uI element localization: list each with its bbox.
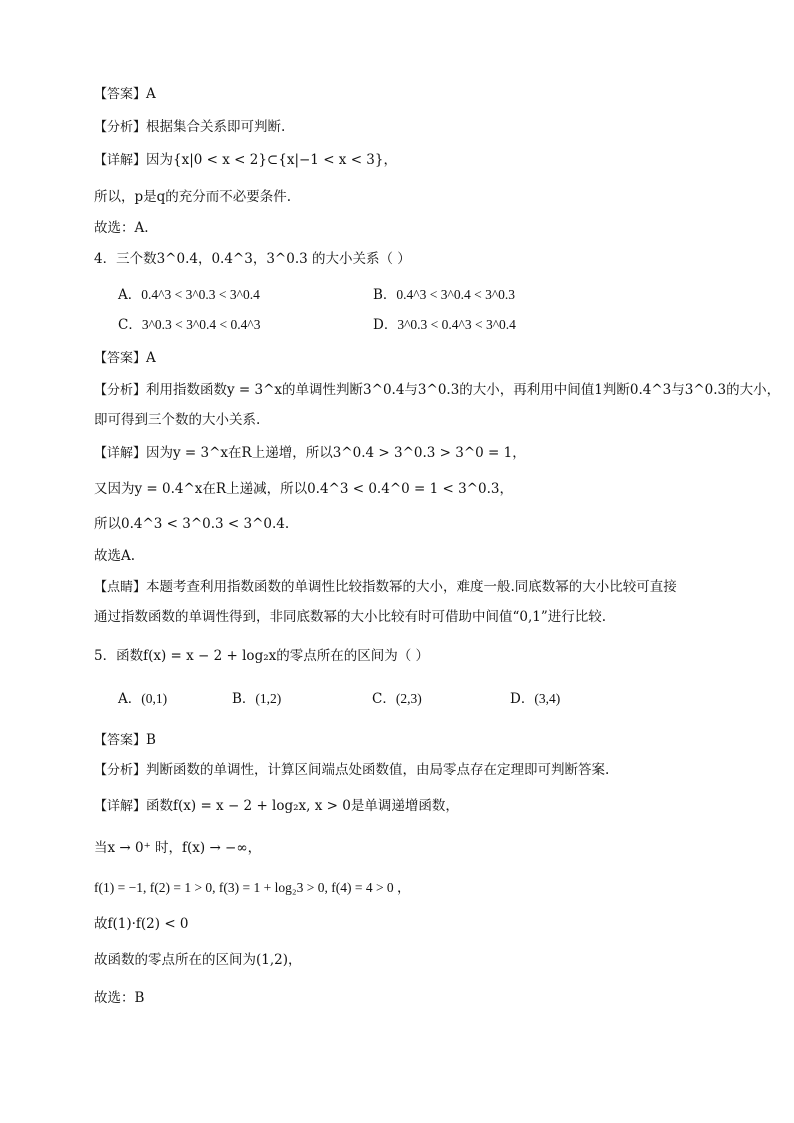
q4-option-a: [118, 285, 260, 305]
q4-option-d: [373, 315, 516, 335]
question-5-stem: [94, 646, 429, 666]
option-letter: C．: [372, 691, 396, 707]
option-letter: B．: [232, 691, 256, 707]
answer-label: 【答案】: [94, 733, 147, 748]
choice-line-q5: [94, 988, 144, 1008]
detail-text: 当x → 0⁺ 时，f(x) → −∞，: [94, 840, 262, 856]
analysis-label: 【分析】: [94, 120, 147, 135]
q5-option-d: [510, 689, 560, 709]
analysis-label: 【分析】: [94, 763, 147, 778]
detail-line-q5-5: [94, 950, 302, 970]
detail-text: 故f(1)·f(2) < 0: [94, 916, 189, 932]
option-text: 3^0.3 < 3^0.4 < 0.4^3: [141, 317, 261, 332]
detail-text: 函数f(x) = x − 2 + log₂x, x > 0是单调递增函数，: [146, 798, 459, 814]
answer-label: 【答案】: [94, 351, 147, 366]
q5-option-a: [118, 689, 167, 709]
option-text: 0.4^3 < 3^0.4 < 3^0.3: [396, 287, 516, 302]
detail-line-q4-2: [94, 479, 513, 499]
choice-text: 故选：A.: [94, 220, 149, 236]
detail-line-q4: [94, 443, 526, 464]
option-text: (2,3): [395, 691, 422, 706]
analysis-line-q4-cont: [94, 410, 260, 430]
option-text: 3^0.3 < 0.4^3 < 3^0.4: [397, 317, 516, 332]
analysis-label: 【分析】: [94, 383, 147, 398]
analysis-line-q5: [94, 760, 609, 781]
conclusion-line-q3: [94, 187, 291, 207]
comment-label: 【点睛】: [94, 580, 147, 595]
detail-text: 因为{x|0 < x < 2}⊂{x|−1 < x < 3}，: [146, 152, 397, 168]
q4-option-b: [373, 285, 515, 305]
choice-line-q4: [94, 546, 135, 566]
detail-line-q4-3: [94, 514, 289, 534]
q5-option-c: [372, 689, 422, 709]
detail-text: 又因为y = 0.4^x在R上递减，所以0.4^3 < 0.4^0 = 1 < 3^0.3，: [94, 481, 513, 497]
answer-line-q4: [94, 348, 156, 369]
analysis-line-q3: [94, 117, 285, 138]
analysis-text: 即可得到三个数的大小关系.: [94, 412, 261, 428]
detail-text: 所以0.4^3 < 3^0.3 < 3^0.4.: [94, 516, 290, 532]
option-text: (0,1): [141, 691, 168, 706]
analysis-text: 利用指数函数y = 3^x的单调性判断3^0.4与3^0.3的大小，再利用中间值1判断0.4^3与3^0.3的大小，: [146, 382, 781, 398]
answer-text: A: [146, 350, 156, 366]
detail-text: 因为y = 3^x在R上递增，所以3^0.4 > 3^0.3 > 3^0 = 1，: [146, 445, 526, 461]
option-text: (3,4): [534, 691, 561, 706]
answer-label: 【答案】: [94, 87, 147, 102]
detail-label: 【详解】: [94, 446, 147, 461]
comment-line-q4: [94, 577, 677, 598]
question-5-text: 5．函数f(x) = x − 2 + log₂x的零点所在的区间为（ ）: [94, 648, 430, 664]
option-text: (1,2): [255, 691, 282, 706]
detail-line-q5-4: [94, 914, 189, 934]
option-letter: D．: [510, 691, 535, 707]
detail-line-q5-2: [94, 838, 261, 858]
detail-label: 【详解】: [94, 799, 147, 814]
detail-line-q3: [94, 150, 397, 171]
detail-label: 【详解】: [94, 153, 147, 168]
answer-line-q5: [94, 730, 156, 751]
question-4-stem: [94, 249, 411, 269]
option-letter: D．: [373, 317, 398, 333]
choice-text: 故选A.: [94, 548, 136, 564]
analysis-text: 判断函数的单调性，计算区间端点处函数值，由局零点存在定理即可判断答案.: [146, 762, 610, 778]
comment-line-q4-cont: [94, 607, 606, 627]
analysis-text: 根据集合关系即可判断.: [146, 119, 286, 135]
question-4-text: 4．三个数3^0.4，0.4^3，3^0.3 的大小关系（ ）: [94, 251, 411, 267]
detail-text: f(1) = −1, f(2) = 1 > 0, f(3) = 1 + log₂3 > 0, f(4) = 4 > 0 ，: [94, 880, 411, 895]
option-letter: B．: [373, 287, 397, 303]
detail-text: 故函数的零点所在的区间为(1,2)，: [94, 952, 302, 968]
comment-text: 本题考查利用指数函数的单调性比较指数幂的大小，难度一般.同底数幂的大小比较可直接: [146, 579, 677, 595]
option-text: 0.4^3 < 3^0.3 < 3^0.4: [141, 287, 260, 302]
choice-line-q3: [94, 218, 149, 238]
comment-text: 通过指数函数的单调性得到，非同底数幂的大小比较有时可借助中间值“0,1”进行比较.: [94, 609, 607, 625]
answer-line-q3: [94, 84, 156, 105]
analysis-line-q4: [94, 380, 780, 401]
answer-text: B: [146, 732, 156, 748]
option-letter: C．: [118, 317, 142, 333]
option-letter: A．: [118, 691, 142, 707]
q4-option-c: [118, 315, 260, 335]
choice-text: 故选：B: [94, 990, 145, 1006]
q5-option-b: [232, 689, 281, 709]
detail-line-q5: [94, 796, 459, 817]
option-letter: A．: [118, 287, 142, 303]
conclusion-text: 所以，p是q的充分而不必要条件.: [94, 189, 292, 205]
detail-line-q5-3: [94, 878, 411, 898]
answer-text: A: [146, 86, 156, 102]
